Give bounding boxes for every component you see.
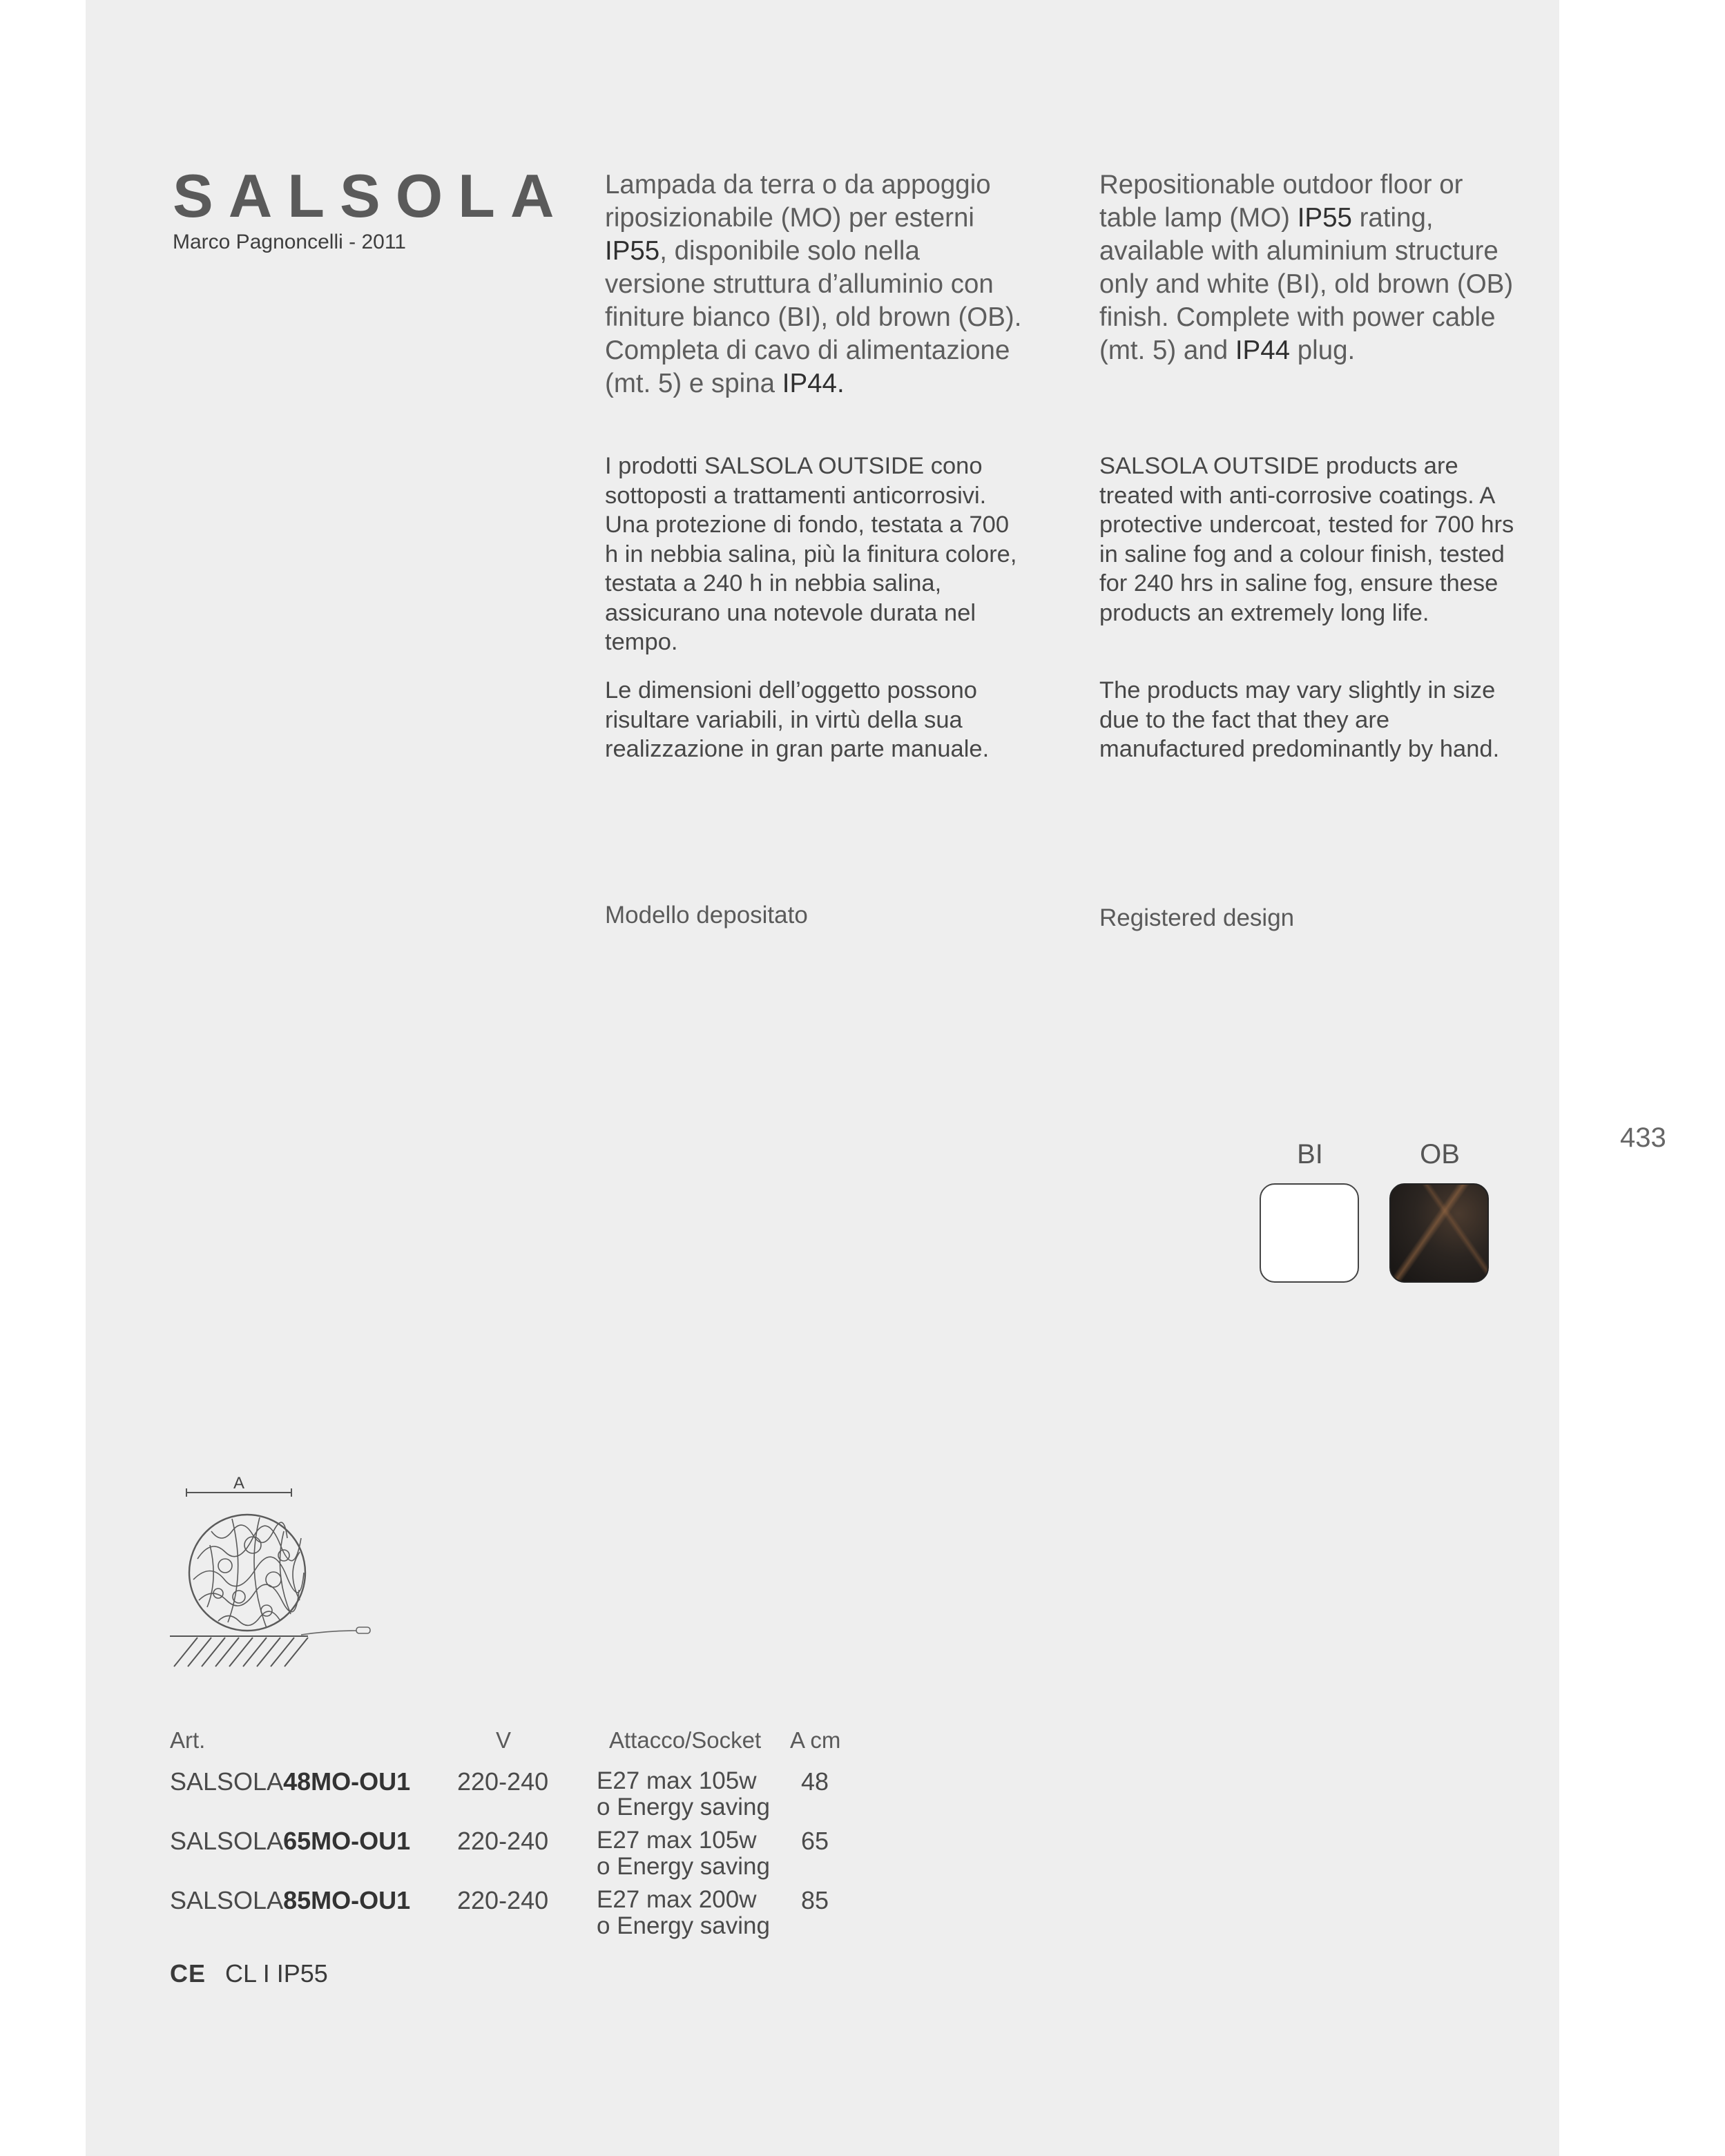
ground-hatch-icon (170, 1636, 308, 1667)
table-row-article: SALSOLA48MO-OU1 (170, 1767, 411, 1796)
column-header-size: A cm (790, 1727, 841, 1753)
finish-swatch-white (1260, 1183, 1359, 1283)
ip55-rating: IP55 (605, 236, 660, 266)
page-number: 433 (1620, 1123, 1666, 1153)
registered-design-note-en: Registered design (1099, 904, 1295, 931)
table-row-article: SALSOLA85MO-OU1 (170, 1886, 411, 1914)
ip44-rating: IP44. (782, 369, 845, 398)
certification-text: CL I IP55 (225, 1959, 328, 1988)
table-row-article: SALSOLA65MO-OU1 (170, 1827, 411, 1855)
ip55-rating: IP55 (1297, 203, 1352, 233)
column-header-voltage: V (496, 1727, 512, 1753)
finish-label-ob: OB (1420, 1139, 1460, 1169)
table-row-size: 48 (801, 1767, 829, 1796)
finish-swatch-old-brown (1389, 1183, 1489, 1283)
salsola-sphere-icon (189, 1515, 305, 1631)
ip44-rating: IP44 (1235, 336, 1291, 365)
table-row-socket: E27 max 105w o Energy saving (597, 1767, 770, 1820)
table-row-voltage: 220-240 (457, 1827, 549, 1855)
power-cable-icon (301, 1627, 370, 1635)
table-row-voltage: 220-240 (457, 1886, 549, 1914)
product-title: SALSOLA (173, 162, 570, 230)
designer-credit: Marco Pagnoncelli - 2011 (173, 231, 406, 253)
description-it-lead: Lampada da terra o da appoggio riposizionabile (MO) per esterni IP55, disponibile solo nella versione struttura d’alluminio con finiture bianco (BI), old brown (OB). Completa di cavo di alimentazione (mt. 5) e spina IP44. (605, 170, 1022, 398)
ce-mark-icon: CE (170, 1959, 206, 1988)
finish-label-bi: BI (1297, 1139, 1323, 1169)
registered-model-note-it: Modello depositato (605, 902, 808, 929)
table-row-size: 65 (801, 1827, 829, 1855)
description-en-lead: Repositionable outdoor floor or table lamp (MO) IP55 rating, available with aluminium structure only and white (BI), old brown (OB) finish. Complete with power cable (mt. 5) and IP44 plug. (1099, 170, 1514, 365)
column-header-socket: Attacco/Socket (609, 1727, 762, 1753)
table-row-socket: E27 max 200w o Energy saving (597, 1886, 770, 1939)
dimension-label: A (233, 1476, 245, 1493)
description-en-paragraph: The products may vary slightly in size due to the fact that they are manufactured predominantly by hand. (1099, 677, 1500, 762)
table-row-socket: E27 max 105w o Energy saving (597, 1827, 770, 1880)
certification-line (170, 1959, 328, 1988)
description-en-paragraph: SALSOLA OUTSIDE products are treated with anti-corrosive coatings. A protective undercoat, tested for 700 hrs in saline fog and a colour finish, tested for 240 hrs in saline fog, ensure these products an extremely long life. (1099, 453, 1514, 626)
table-row-size: 85 (801, 1886, 829, 1914)
description-it-paragraph: Le dimensioni dell’oggetto possono risultare variabili, in virtù della sua realizzazione in gran parte manuale. (605, 677, 990, 762)
description-it-paragraph: I prodotti SALSOLA OUTSIDE cono sottoposti a trattamenti anticorrosivi. Una protezione di fondo, testata a 700 h in nebbia salina, più la finitura colore, testata a 240 h in nebbia salina, assicurano una notevole durata nel tempo. (605, 453, 1017, 655)
table-row-voltage: 220-240 (457, 1767, 549, 1796)
column-header-art: Art. (170, 1727, 206, 1753)
lamp-dimension-drawing (170, 1476, 391, 1683)
